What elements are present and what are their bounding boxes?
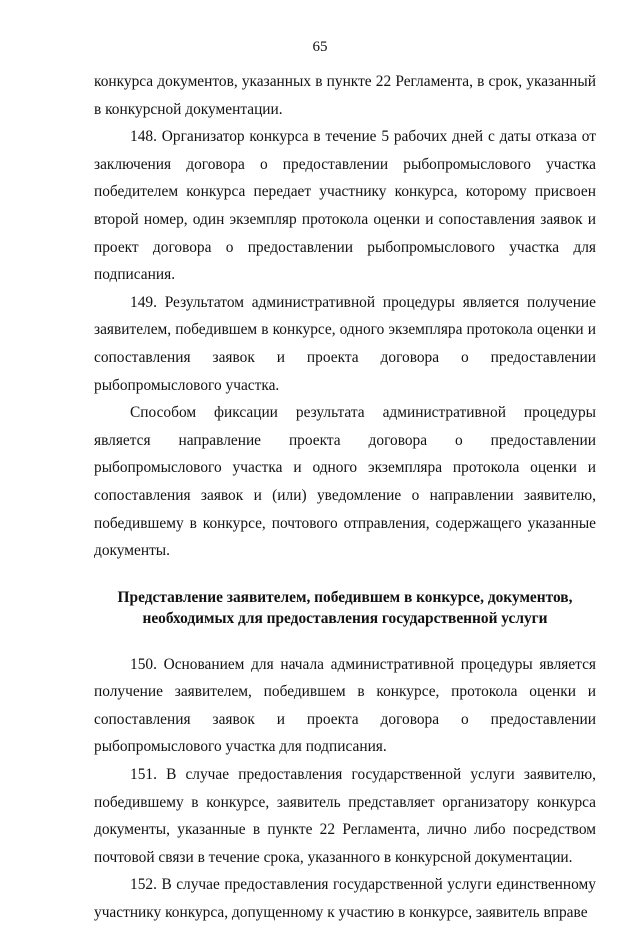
paragraph-150: 150. Основанием для начала административной процедуры является получение заявителем, победившем в конкурсе, протокола оценки и сопоставления заявок и проекта договора о предоставлении рыбопромыслового участка для подписания. — [94, 655, 596, 756]
section-heading — [94, 587, 596, 629]
paragraph-149: 149. Результатом административной процедуры является получение заявителем, победившем в конкурсе, одного экземпляра протокола оценки и сопоставления заявок и проекта договора о предоставлении рыбопромыслового участка. — [94, 293, 596, 394]
section-heading-line-1: Представление заявителем, победившем в конкурсе, документов, — [117, 588, 573, 606]
paragraph-148: 148. Организатор конкурса в течение 5 рабочих дней с даты отказа от заключения договора о предоставлении рыбопромыслового участка победителем конкурса передает участнику конкурса, которому присвоен второй номер, один экземпляр протокола оценки и сопоставления заявок и проект договора о предоставлении рыбопромыслового участка для подписания. — [94, 128, 596, 284]
paragraph-152: 152. В случае предоставления государственной услуги единственному участнику конкурса, допущенному к участию в конкурсе, заявитель вправе — [94, 876, 596, 922]
paragraph-continuation: конкурса документов, указанных в пункте 22 Регламента, в срок, указанный в конкурсной документации. — [94, 73, 596, 118]
paragraph-151: 151. В случае предоставления государственной услуги заявителю, победившему в конкурсе, заявитель представляет организатору конкурса документы, указанные в пункте 22 Регламента, лично либо посредством почтовой связи в течение срока, указанного в конкурсной документации. — [94, 766, 596, 866]
page-number: 65 — [312, 39, 328, 55]
section-heading-line-2: необходимых для предоставления государственной услуги — [142, 609, 548, 627]
paragraph-fixation-method: Способом фиксации результата административной процедуры является направление проекта договора о предоставлении рыбопромыслового участка и одного экземпляра протокола оценки и сопоставления заявок и (или) уведомление о направлении заявителю, победившему в конкурсе, почтового отправления, содержащего указанные документы. — [94, 404, 596, 560]
document-body — [94, 68, 596, 927]
